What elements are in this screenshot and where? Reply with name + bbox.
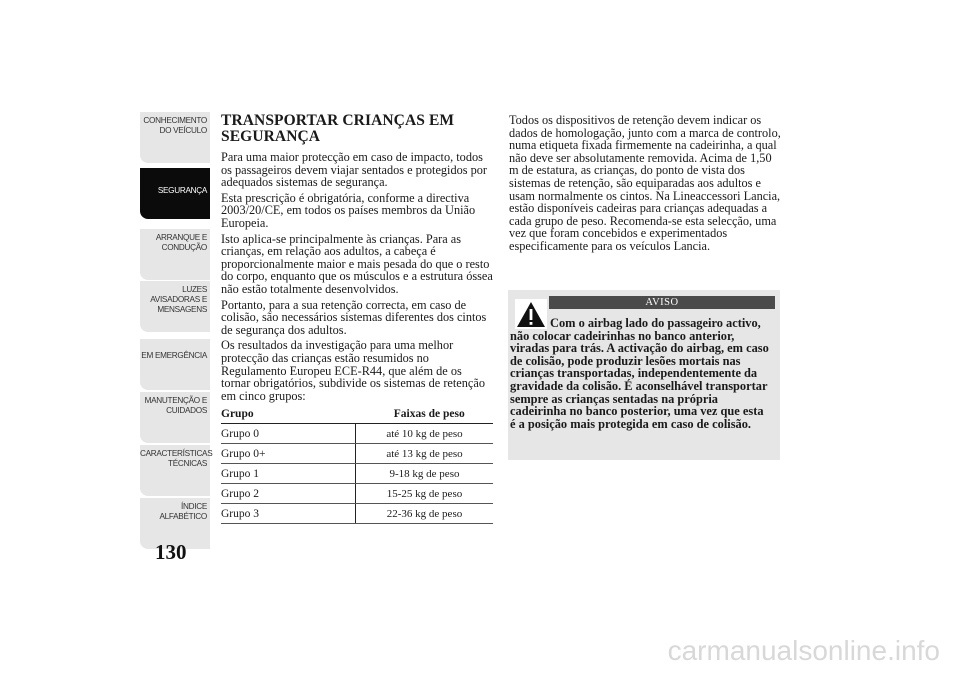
right-column (509, 114, 781, 253)
tab-label: SEGURANÇA (157, 186, 207, 195)
warning-text: Com o airbag lado do passageiro activo, não colocar cadeirinhas no banco anterior, viradas para trás. A activação do airbag, em caso de colisão, pode produzir lesões mortais nas crianças transportadas, independentemente da gravidade da colisão. É aconselhável transportar sempre as crianças sentadas na própria cadeirinha no banco posterior, uma vez que esta é a posição mais protegida em caso de colisão. (510, 316, 769, 431)
paragraph: Os resultados da investigação para uma melhor protecção das crianças estão resumidos no Regulamento Europeu ECE-R44, que além de os tornar obrigatórios, subdivide os sistemas de retenção em cinco grupos: (221, 338, 485, 403)
table-row (221, 484, 493, 504)
tab-label: CONHECIMENTO DO VEÍCULO (143, 116, 207, 135)
warning-header: AVISO (549, 296, 775, 309)
cell-peso: até 13 kg de peso (356, 444, 494, 464)
column-header-faixas: Faixas de peso (356, 405, 494, 424)
table-row (221, 424, 493, 444)
tab-conhecimento-do-veiculo[interactable] (140, 112, 210, 163)
column-header-grupo: Grupo (221, 405, 356, 424)
page-number: 130 (155, 540, 187, 564)
tab-seguranca[interactable] (140, 168, 210, 219)
table-row (221, 444, 493, 464)
paragraph: Todos os dispositivos de retenção devem indicar os dados de homologação, junto com a marca de controlo, numa etiqueta fixada firmemente na cadeirinha, a qual não deve ser absolutamente removida. Acima de 1,50 m de estatura, as crianças, do ponto de vista dos sistemas de retenção, são equiparadas aos adultos e usam normalmente os cintos. Na Lineaccessori Lancia, estão disponíveis cadeiras para crianças adequadas a cada grupo de peso. Recomenda-se esta selecção, uma vez que foram concebidos e experimentados especificamente para os veículos Lancia. (509, 113, 781, 253)
cell-grupo: Grupo 0 (221, 424, 356, 444)
tab-label: CARACTERÍSTICAS TÉCNICAS (140, 449, 213, 468)
cell-grupo: Grupo 1 (221, 464, 356, 484)
weight-groups-table (221, 405, 493, 524)
watermark: carmanualsonline.info (667, 635, 940, 666)
cell-grupo: Grupo 2 (221, 484, 356, 504)
paragraph: Esta prescrição é obrigatória, conforme a directiva 2003/20/CE, em todos os países membros da União Europeia. (221, 190, 476, 230)
tab-luzes-avisadoras[interactable] (140, 281, 210, 332)
tab-caracteristicas-tecnicas[interactable] (140, 445, 213, 496)
table-row (221, 464, 493, 484)
section-title: TRANSPORTAR CRIANÇAS EM SEGURANÇA (221, 112, 455, 145)
paragraph: Para uma maior protecção em caso de impacto, todos os passageiros devem viajar sentados e protegidos por adequados sistemas de segurança. (221, 150, 488, 190)
paragraph: Isto aplica-se principalmente às crianças. Para as crianças, em relação aos adultos, a cabeça é proporcionalmente maior e mais pesada do que o resto do corpo, enquanto que os músculos e a estrutura óssea não estão totalmente desenvolvidos. (221, 231, 493, 296)
cell-peso: 15-25 kg de peso (356, 484, 494, 504)
cell-grupo: Grupo 0+ (221, 444, 356, 464)
tab-label: ÍNDICE ALFABÉTICO (159, 502, 207, 521)
tab-label: MANUTENÇÃO E CUIDADOS (144, 396, 207, 415)
tab-label: EM EMERGÊNCIA (141, 351, 207, 360)
tab-em-emergencia[interactable] (140, 339, 210, 390)
left-column (221, 113, 493, 524)
cell-peso: 22-36 kg de peso (356, 504, 494, 524)
cell-peso: até 10 kg de peso (356, 424, 494, 444)
table-row (221, 504, 493, 524)
cell-grupo: Grupo 3 (221, 504, 356, 524)
tab-manutencao-e-cuidados[interactable] (140, 392, 210, 443)
paragraph: Portanto, para a sua retenção correcta, em caso de colisão, são necessários sistemas diferentes dos cintos de segurança dos adultos. (221, 297, 487, 337)
tab-label: LUZES AVISADORAS E MENSAGENS (150, 285, 207, 314)
tab-label: ARRANQUE E CONDUÇÃO (155, 233, 207, 252)
warning-box (508, 290, 780, 460)
cell-peso: 9-18 kg de peso (356, 464, 494, 484)
table-header-row (221, 405, 493, 424)
tab-arranque-e-conducao[interactable] (140, 229, 210, 280)
